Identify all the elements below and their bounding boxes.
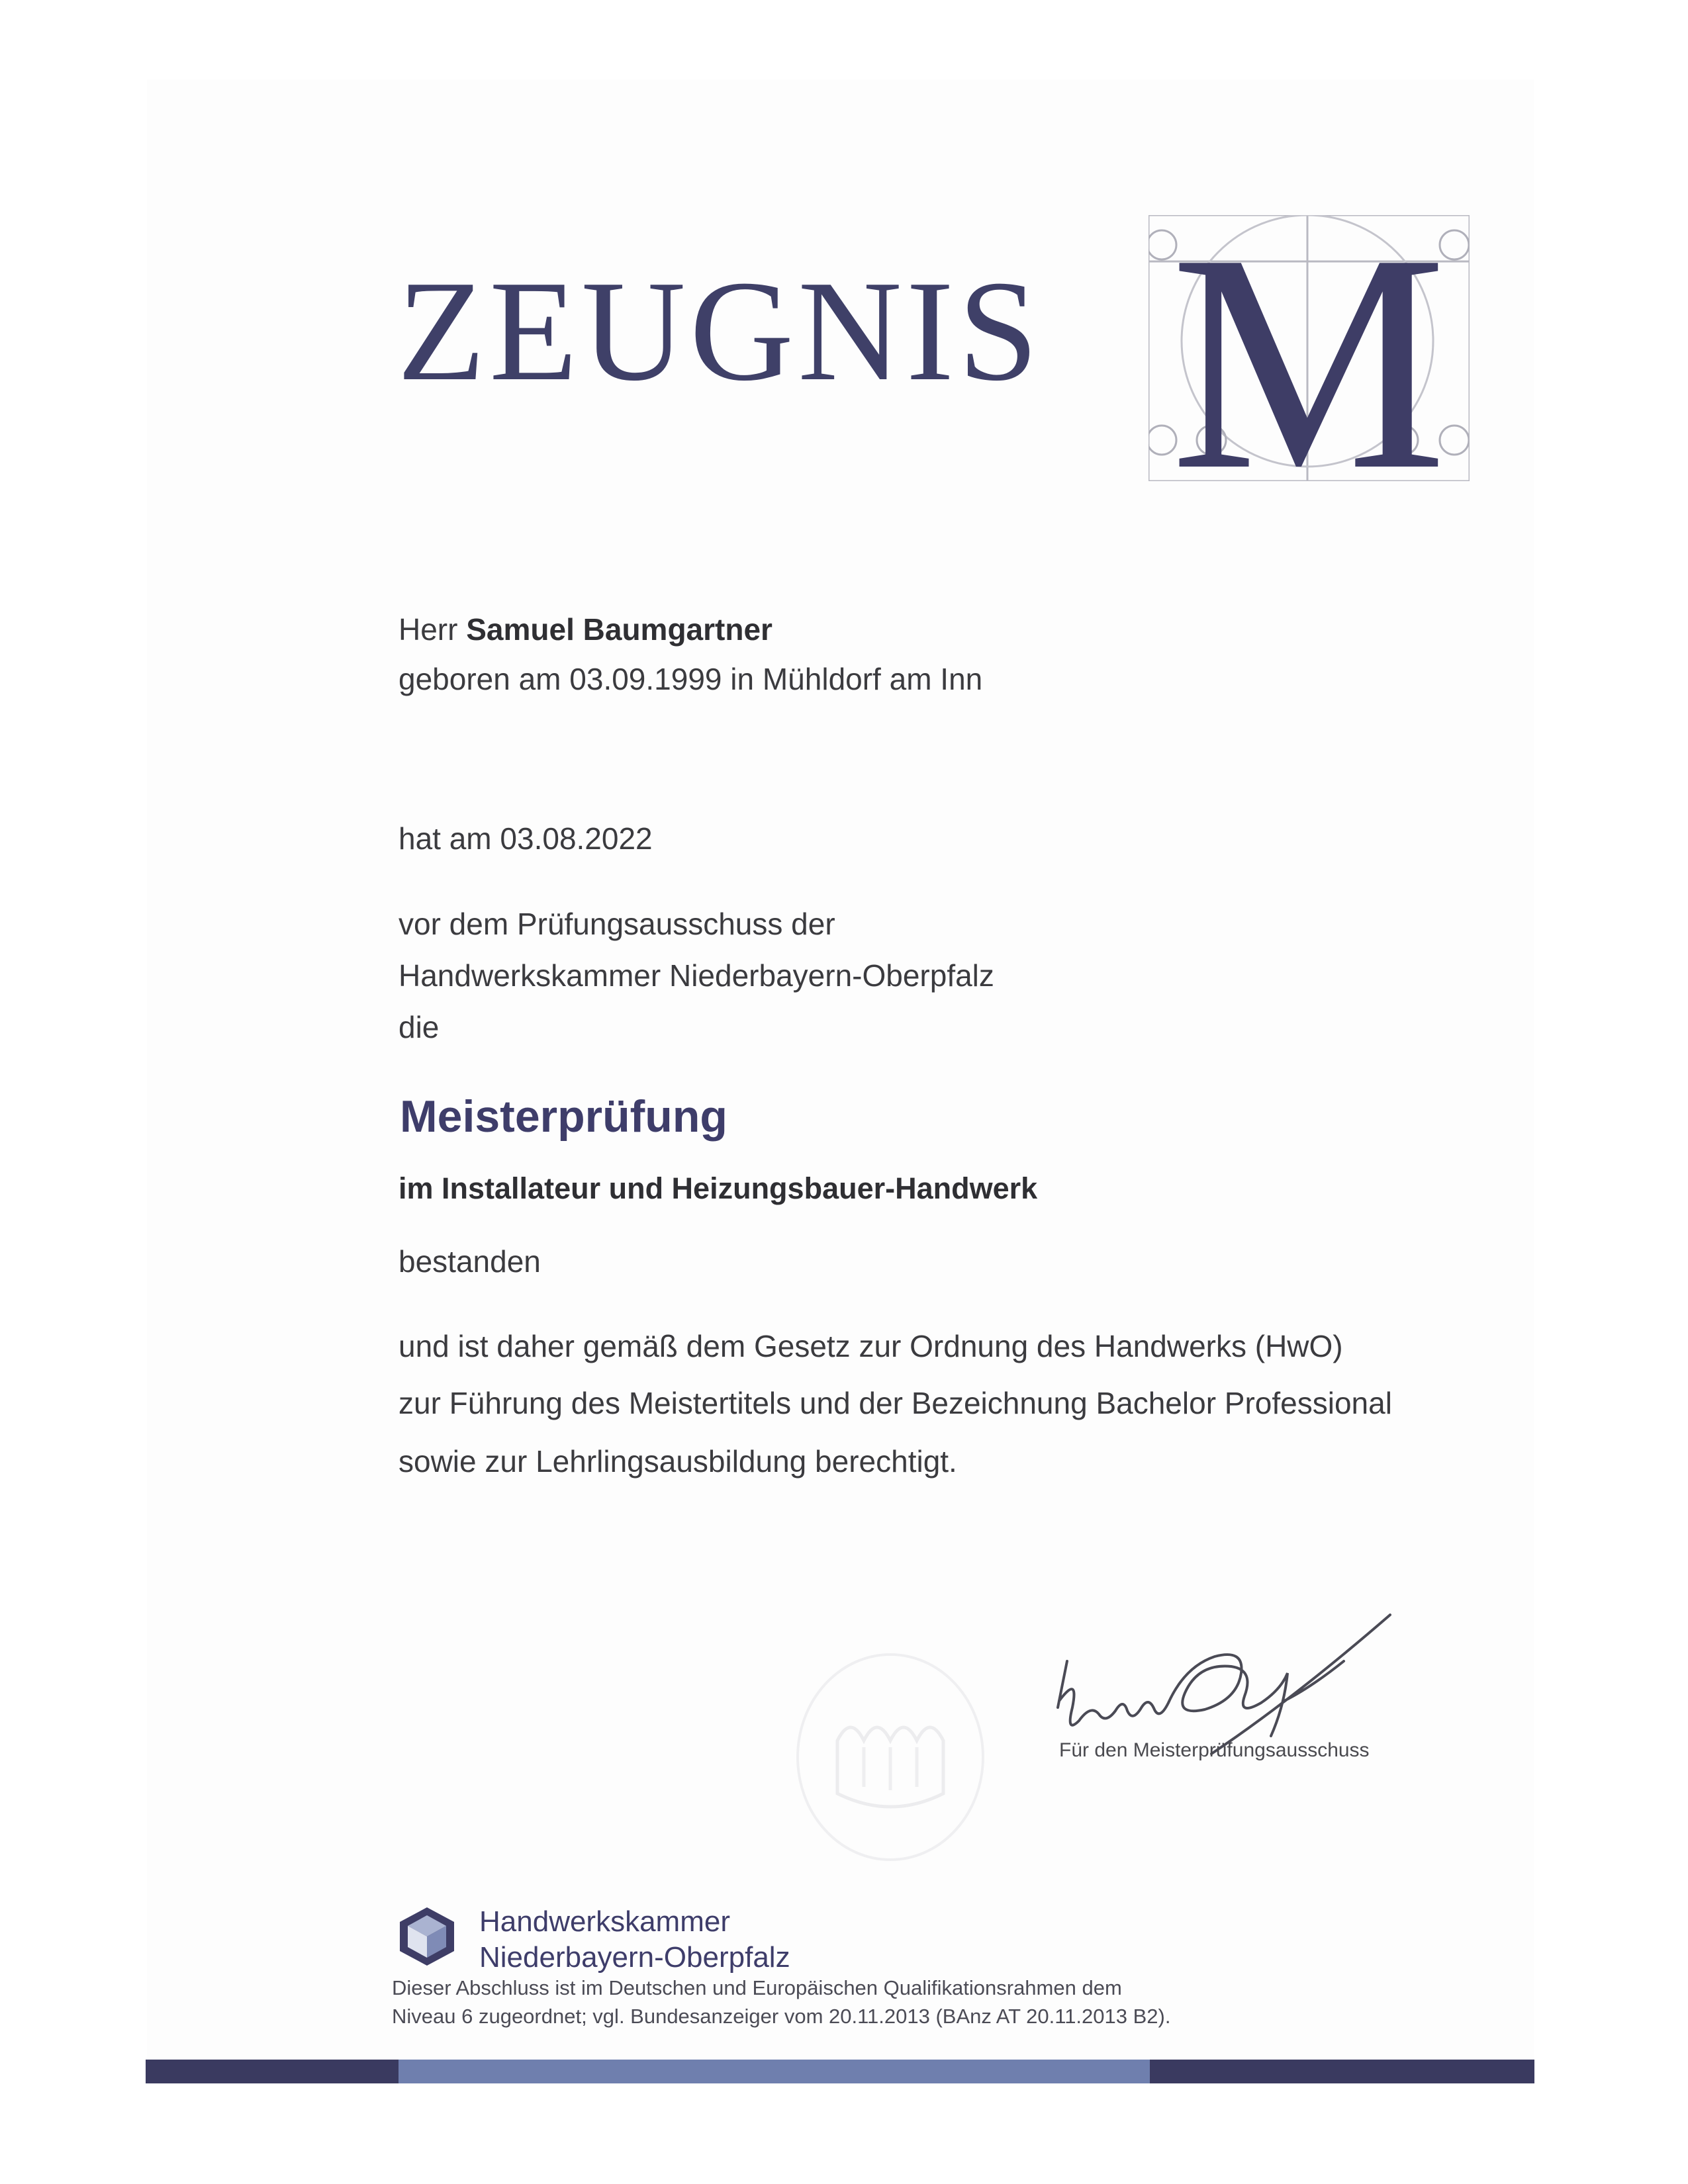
issuer-name-line-1: Handwerkskammer bbox=[479, 1905, 730, 1938]
qualification-note-line-2: Niveau 6 zugeordnet; vgl. Bundesanzeiger vom 20.11.2013 (BAnz AT 20.11.2013 B2). bbox=[392, 2004, 1171, 2028]
footer-band-left bbox=[146, 2060, 399, 2083]
qualification-note bbox=[392, 1974, 1170, 2031]
passed-line: bestanden bbox=[399, 1244, 541, 1279]
certificate-title: ZEUGNIS bbox=[397, 251, 1043, 411]
monogram-m-icon bbox=[1149, 215, 1470, 481]
salutation: Herr bbox=[399, 612, 458, 647]
issuer-name-line-2: Niederbayern-Oberpfalz bbox=[479, 1940, 790, 1974]
footer-band-right bbox=[1150, 2060, 1534, 2083]
hwk-cube-icon bbox=[397, 1906, 457, 1967]
issuer-name bbox=[479, 1904, 790, 1975]
entitlement-line-2: zur Führung des Meistertitels und der Bezeichnung Bachelor Professional bbox=[399, 1386, 1392, 1420]
committee-line-3: die bbox=[399, 1010, 440, 1044]
committee-line-1: vor dem Prüfungsausschuss der bbox=[399, 907, 835, 941]
committee-line-2: Handwerkskammer Niederbayern-Oberpfalz bbox=[399, 958, 994, 993]
signature-caption: Für den Meisterprüfungsausschuss bbox=[1059, 1739, 1370, 1761]
entitlement-line-1: und ist daher gemäß dem Gesetz zur Ordnung des Handwerks (HwO) bbox=[399, 1329, 1343, 1363]
embossed-seal-icon bbox=[791, 1648, 990, 1866]
birth-line: geboren am 03.09.1999 in Mühldorf am Inn bbox=[399, 662, 983, 696]
holder-name: Samuel Baumgartner bbox=[466, 612, 773, 647]
exam-date-line: hat am 03.08.2022 bbox=[399, 821, 653, 856]
exam-title: Meisterprüfung bbox=[400, 1091, 727, 1142]
qualification-note-line-1: Dieser Abschluss ist im Deutschen und Europäischen Qualifikationsrahmen dem bbox=[392, 1976, 1122, 1999]
entitlement-line-3: sowie zur Lehrlingsausbildung berechtigt. bbox=[399, 1444, 957, 1479]
footer-band-middle bbox=[399, 2060, 1150, 2083]
svg-text:M: M bbox=[1170, 215, 1447, 481]
trade-line: im Installateur und Heizungsbauer-Handwerk bbox=[399, 1171, 1038, 1205]
signature bbox=[1046, 1602, 1456, 1794]
holder-line bbox=[399, 612, 773, 647]
